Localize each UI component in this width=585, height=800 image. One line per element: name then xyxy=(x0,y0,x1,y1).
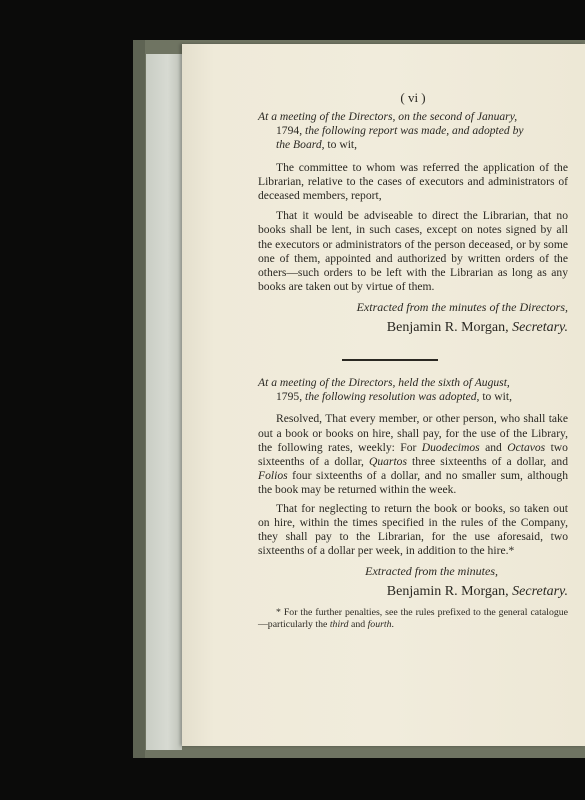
paragraph xyxy=(258,412,568,497)
heading-text: the following report was made, and adopted by xyxy=(302,124,524,138)
heading-tail: to wit, xyxy=(479,390,512,404)
paragraph: That it would be adviseable to direct the Librarian, that no books shall be lent, in such cases, except on notes signed by all the executors or administrators of the person deceased, or by some one of them, appointed and authorized by written orders of the others—such orders to be left with the Librarian as long as any books are taken out by virtue of them. xyxy=(258,209,568,294)
heading-text: the following resolution was adopted, xyxy=(302,390,480,404)
text-run: and xyxy=(479,440,508,454)
year: 1795, xyxy=(276,390,303,404)
section-divider xyxy=(342,359,438,361)
signer-name: Benjamin R. Morgan, xyxy=(386,583,509,599)
year: 1794, xyxy=(276,124,303,138)
heading-tail: to wit, xyxy=(324,138,358,152)
text-run: Quartos xyxy=(368,455,407,469)
text-run: third xyxy=(329,618,349,630)
heading-text: the Board, xyxy=(276,138,325,152)
section-2-heading xyxy=(258,376,568,404)
heading-line xyxy=(258,390,568,404)
section-1 xyxy=(258,110,568,337)
endpaper-strip xyxy=(146,54,182,750)
text-run: Folios xyxy=(258,469,288,483)
paragraph: The committee to whom was referred the application of the Librarian, relative to the cases of executors and administrators of deceased members, report, xyxy=(258,160,568,203)
extract-line: Extracted from the minutes, xyxy=(365,564,498,579)
cover-spine-edge xyxy=(133,40,145,758)
extract-line: Extracted from the minutes of the Directors, xyxy=(356,300,568,315)
heading-line xyxy=(258,124,568,138)
heading-line: At a meeting of the Directors, held the sixth of August, xyxy=(258,376,510,389)
text-run: three sixteenths of a dollar, and xyxy=(406,455,569,469)
signature xyxy=(258,319,568,337)
text-run: Resolved, That every member, or other person, who shall take out a book or books on hire, shall pay, for the use of the Library, the following rates, weekly: For xyxy=(258,412,568,454)
section-2 xyxy=(258,376,568,631)
heading-line: At a meeting of the Directors, on the second of January, xyxy=(258,110,518,123)
page-number: ( vi ) xyxy=(400,90,426,105)
text-run: * For the further penalties, see the rules prefixed to the general catalogue—particularly the xyxy=(258,606,568,630)
footnote xyxy=(258,607,568,631)
text-run: Duodecimos xyxy=(421,440,480,454)
signature xyxy=(258,583,568,601)
signer-role: Secretary. xyxy=(512,583,568,599)
paragraph: That for neglecting to return the book or books, so taken out on hire, within the times specified in the rules of the Company, they shall pay to the Librarian, for the use aforesaid, two sixteenths of a dollar per week, in addition to the hire.* xyxy=(258,501,568,558)
text-run: four sixteenths of a dollar, and no smaller sum, although the book may be returned within the week. xyxy=(258,469,568,497)
text-run: two sixteenths of a dollar, xyxy=(258,440,568,469)
signer-role: Secretary. xyxy=(512,319,568,335)
text-run: and xyxy=(348,618,368,630)
section-1-heading xyxy=(258,110,568,153)
text-run: . xyxy=(391,618,394,630)
text-run: Octavos xyxy=(507,440,546,454)
signer-name: Benjamin R. Morgan, xyxy=(386,319,509,335)
heading-line xyxy=(258,138,568,152)
text-run: fourth xyxy=(367,618,392,630)
